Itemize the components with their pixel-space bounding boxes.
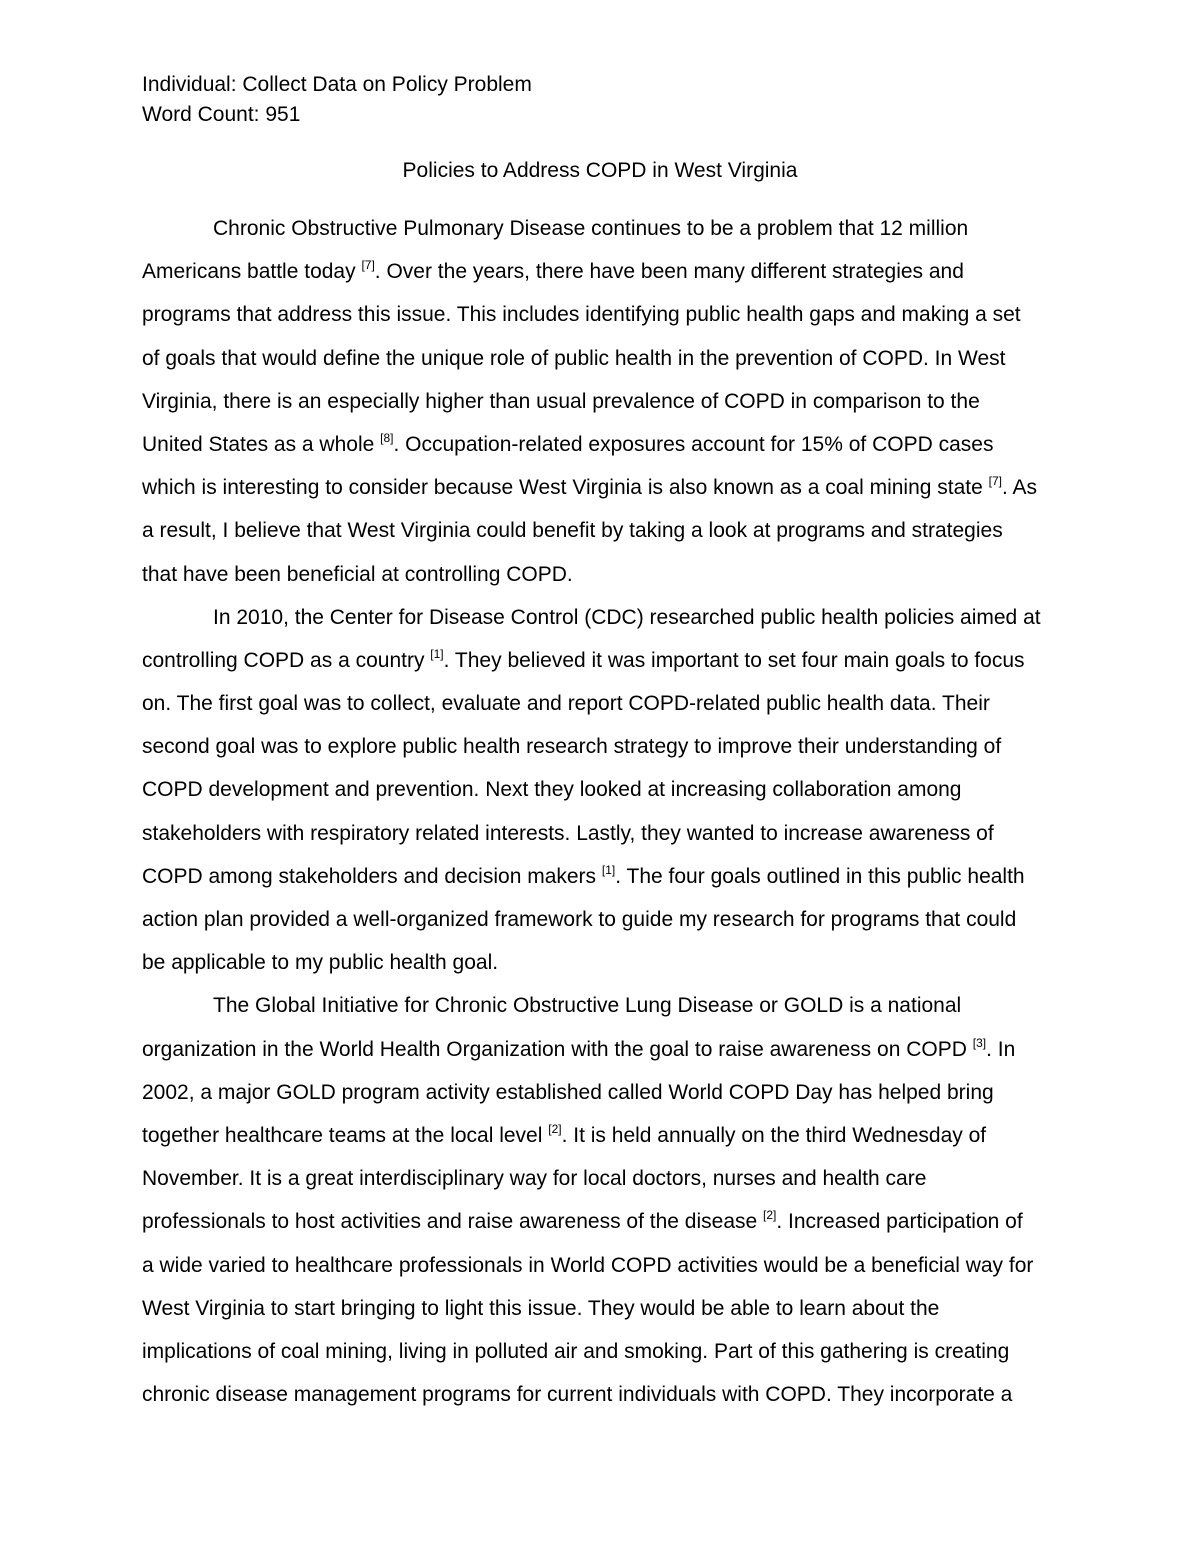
body-line — [142, 473, 1058, 516]
body-text-segment: organization in the World Health Organization with the goal to raise awareness on COPD — [142, 1037, 973, 1061]
body-text-segment: together healthcare teams at the local level — [142, 1123, 549, 1147]
body-text-segment: . It is held annually on the third Wednesday of — [561, 1123, 987, 1147]
body-line — [142, 1207, 1058, 1250]
document-body — [142, 214, 1058, 1423]
citation-marker: [2] — [548, 1121, 562, 1136]
body-text-segment: stakeholders with respiratory related interests. Lastly, they wanted to increase awareness of — [142, 821, 994, 845]
body-text-segment: . Occupation-related exposures account for 15% of COPD cases — [393, 432, 994, 456]
body-line — [142, 1164, 1058, 1207]
body-line — [142, 1121, 1058, 1164]
body-text-segment: . In — [986, 1037, 1016, 1061]
body-text-segment: COPD among stakeholders and decision makers — [142, 864, 602, 888]
body-text-segment: . Increased participation of — [776, 1210, 1023, 1234]
body-text-segment: West Virginia to start bringing to light this issue. They would be able to learn about the — [142, 1296, 940, 1320]
body-text-segment: of goals that would define the unique role of public health in the prevention of COPD. In West — [142, 346, 1006, 370]
body-line — [142, 732, 1058, 775]
body-line — [142, 300, 1058, 343]
body-line — [142, 344, 1058, 387]
body-text-segment: chronic disease management programs for current individuals with COPD. They incorporate a — [142, 1383, 1013, 1407]
body-text-segment: 2002, a major GOLD program activity established called World COPD Day has helped bring — [142, 1080, 994, 1104]
body-line — [142, 1337, 1058, 1380]
body-line — [142, 257, 1058, 300]
body-line — [142, 560, 1058, 603]
body-line — [142, 689, 1058, 732]
assignment-label: Individual: Collect Data on Policy Problem — [142, 73, 532, 96]
body-line — [142, 1251, 1058, 1294]
body-line — [142, 905, 1058, 948]
body-text-segment: . They believed it was important to set four main goals to focus — [443, 648, 1025, 672]
body-line — [142, 430, 1058, 473]
body-line — [142, 1035, 1058, 1078]
body-line — [142, 862, 1058, 905]
body-text-segment: Virginia, there is an especially higher than usual prevalence of COPD in comparison to the — [142, 389, 980, 413]
body-text-segment: . Over the years, there have been many different strategies and — [374, 260, 964, 284]
body-text-segment: which is interesting to consider because West Virginia is also known as a coal mining state — [142, 476, 989, 500]
body-text-segment: controlling COPD as a country — [142, 648, 431, 672]
body-text-segment: In 2010, the Center for Disease Control (CDC) researched public health policies aimed at — [213, 605, 1041, 629]
citation-marker: [7] — [988, 474, 1002, 489]
body-text-segment: United States as a whole — [142, 432, 381, 456]
citation-marker: [3] — [972, 1035, 987, 1050]
body-text-segment: be applicable to my public health goal. — [142, 951, 499, 975]
body-text-segment: professionals to host activities and raise awareness of the disease — [142, 1210, 764, 1234]
citation-marker: [1] — [601, 862, 616, 877]
document-header — [142, 70, 532, 130]
body-text-segment: second goal was to explore public health research strategy to improve their understanding of — [142, 735, 1002, 759]
body-line — [142, 603, 1058, 646]
body-text-segment: a result, I believe that West Virginia could benefit by taking a look at programs and strategies — [142, 519, 1003, 543]
body-text-segment: Chronic Obstructive Pulmonary Disease continues to be a problem that 12 million — [213, 217, 969, 240]
body-text-segment: programs that address this issue. This includes identifying public health gaps and making a set — [142, 303, 1021, 327]
body-text-segment: The Global Initiative for Chronic Obstructive Lung Disease or GOLD is a national — [213, 994, 962, 1018]
citation-marker: [7] — [361, 258, 375, 273]
body-text-segment: . The four goals outlined in this public health — [615, 864, 1025, 888]
word-count: Word Count: 951 — [142, 103, 301, 126]
body-line — [142, 948, 1058, 991]
body-line — [142, 1294, 1058, 1337]
body-line — [142, 387, 1058, 430]
body-text-segment: implications of coal mining, living in polluted air and smoking. Part of this gathering is creating — [142, 1339, 1010, 1363]
body-text-segment: . As — [1002, 476, 1038, 500]
body-text-segment: on. The first goal was to collect, evaluate and report COPD-related public health data. Their — [142, 692, 990, 716]
document-title: Policies to Address COPD in West Virginia — [402, 159, 798, 182]
citation-marker: [1] — [430, 646, 444, 661]
body-text-segment: Americans battle today — [142, 260, 362, 284]
body-line — [142, 775, 1058, 818]
body-text-segment: action plan provided a well-organized framework to guide my research for programs that could — [142, 908, 1017, 931]
body-line — [142, 1380, 1058, 1423]
body-line — [142, 214, 1058, 257]
body-line — [142, 991, 1058, 1034]
body-text-segment: COPD development and prevention. Next they looked at increasing collaboration among — [142, 778, 962, 802]
citation-marker: [2] — [763, 1208, 777, 1223]
body-line — [142, 646, 1058, 689]
body-text-segment: November. It is a great interdisciplinary way for local doctors, nurses and health care — [142, 1167, 927, 1191]
body-text-segment: that have been beneficial at controlling COPD. — [142, 562, 573, 586]
body-line — [142, 819, 1058, 862]
citation-marker: [8] — [380, 430, 394, 445]
body-text-segment: a wide varied to healthcare professionals in World COPD activities would be a beneficial way for — [142, 1253, 1034, 1277]
body-line — [142, 1078, 1058, 1121]
body-line — [142, 516, 1058, 559]
